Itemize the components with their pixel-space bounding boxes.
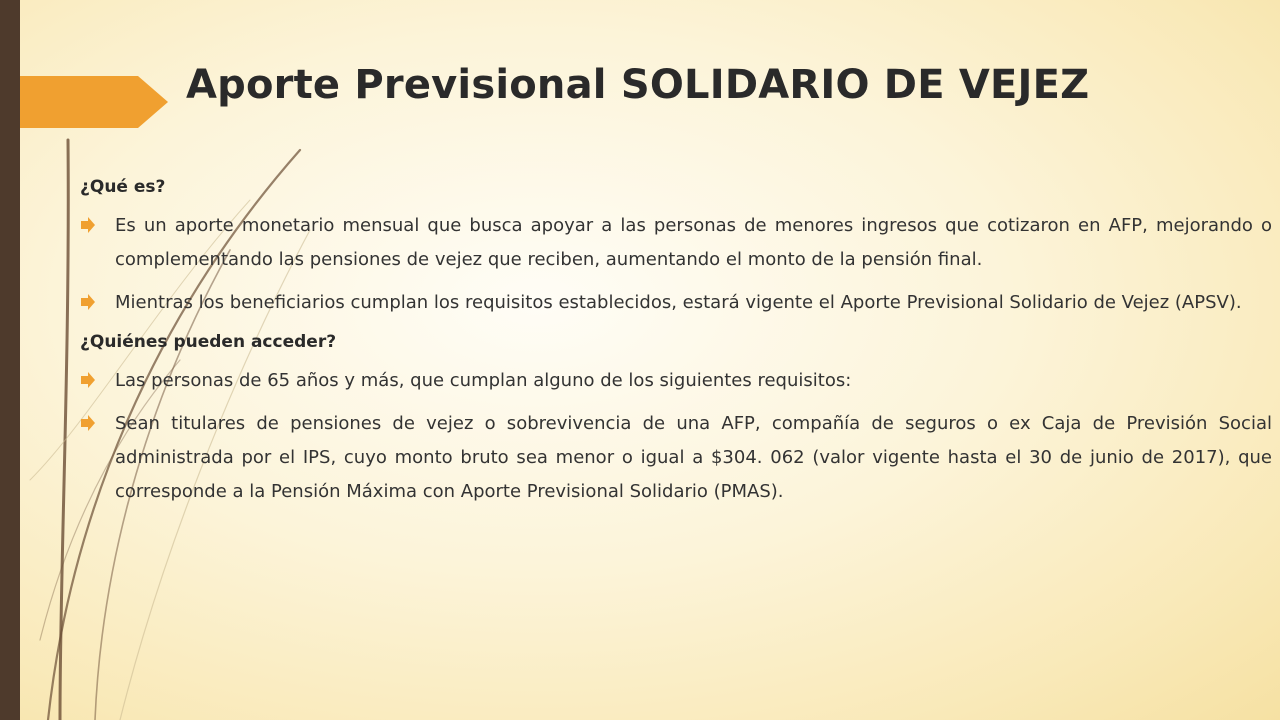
arrow-right-bullet-icon <box>80 414 96 432</box>
list-item <box>80 209 1272 277</box>
section-heading-que-es: ¿Qué es? <box>80 177 166 197</box>
list-item <box>80 364 1272 398</box>
list-item <box>80 286 1272 320</box>
arrow-right-bullet-icon <box>80 371 96 389</box>
list-item <box>80 407 1272 509</box>
list-item-text: Las personas de 65 años y más, que cumplan alguno de los siguientes requisitos: <box>115 370 852 391</box>
arrow-right-bullet-icon <box>80 216 96 234</box>
arrow-right-bullet-icon <box>80 293 96 311</box>
list-item-text: Sean titulares de pensiones de vejez o sobrevivencia de una AFP, compañía de seguros o ex Caja de Previsión Social administrada por el IPS, cuyo monto bruto sea menor o igual a $304. 062 (valor vigente hasta el 30 de junio de 2017), que corresponde a la Pensión Máxima con Aporte Previsional Solidario (PMAS). <box>115 413 1272 502</box>
section-heading-quienes-pueden-acceder: ¿Quiénes pueden acceder? <box>80 332 337 352</box>
slide-title: Aporte Previsional SOLIDARIO DE VEJEZ <box>186 62 1090 108</box>
list-item-text: Mientras los beneficiarios cumplan los requisitos establecidos, estará vigente el Aporte Previsional Solidario de Vejez (APSV). <box>115 292 1242 313</box>
list-item-text: Es un aporte monetario mensual que busca apoyar a las personas de menores ingresos que cotizaron en AFP, mejorando o complementando las pensiones de vejez que reciben, aumentando el monto de la pensión final. <box>115 215 1272 270</box>
slide-content <box>80 174 1272 509</box>
